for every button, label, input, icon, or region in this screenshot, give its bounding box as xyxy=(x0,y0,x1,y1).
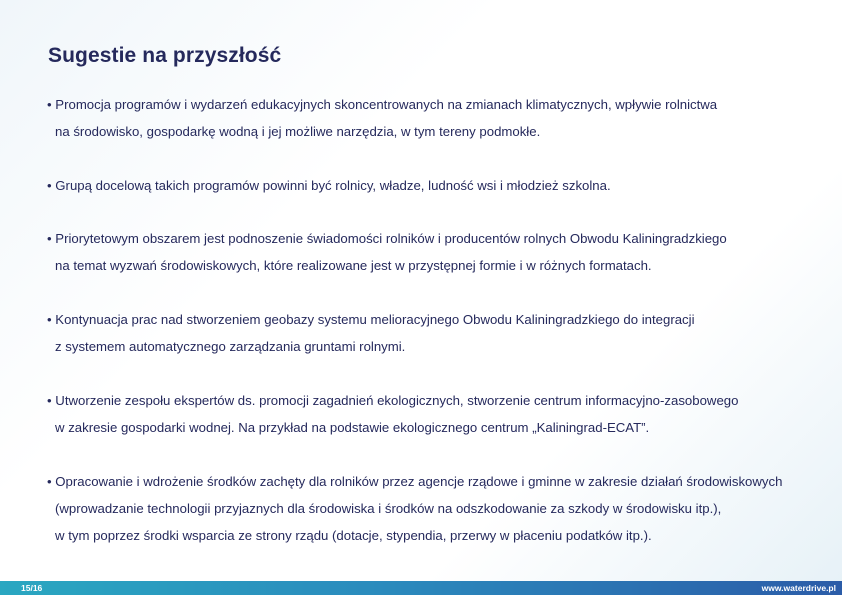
bullet-marker: • xyxy=(47,97,52,112)
bullet-marker: • xyxy=(47,178,52,193)
bullet-line: • Priorytetowym obszarem jest podnoszenie świadomości rolników i producentów rolnych Obwodu Kaliningradzkiego xyxy=(47,231,727,246)
list-item xyxy=(47,306,837,360)
bullet-line: na temat wyzwań środowiskowych, które realizowane jest w przystępnej formie i w różnych formatach. xyxy=(55,258,652,273)
page-title: Sugestie na przyszłość xyxy=(48,44,282,67)
page-number: 15/16 xyxy=(21,583,43,593)
list-item xyxy=(47,387,837,441)
website-link[interactable]: www.waterdrive.pl xyxy=(761,583,836,593)
list-item xyxy=(47,172,837,199)
bullet-line: • Opracowanie i wdrożenie środków zachęty dla rolników przez agencje rządowe i gminne w zakresie działań środowiskowych xyxy=(47,474,783,489)
bullet-line: w tym poprzez środki wsparcia ze strony rządu (dotacje, stypendia, przerwy w płaceniu podatków itp.). xyxy=(55,528,652,543)
list-item xyxy=(47,91,837,145)
bullet-line: z systemem automatycznego zarządzania gruntami rolnymi. xyxy=(55,339,406,354)
bullet-line: w zakresie gospodarki wodnej. Na przykład na podstawie ekologicznego centrum „Kaliningrad-ECAT”. xyxy=(55,420,650,435)
footer-bar xyxy=(0,581,842,595)
list-item xyxy=(47,225,837,279)
bullet-marker: • xyxy=(47,312,52,327)
bullet-line: • Utworzenie zespołu ekspertów ds. promocji zagadnień ekologicznych, stworzenie centrum informacyjno-zasobowego xyxy=(47,393,739,408)
bullet-line: (wprowadzanie technologii przyjaznych dla środowiska i środków na odszkodowanie za szkody w środowisku itp.), xyxy=(55,501,722,516)
bullet-marker: • xyxy=(47,231,52,246)
bullet-marker: • xyxy=(47,393,52,408)
bullet-line: na środowisko, gospodarkę wodną i jej możliwe narzędzia, w tym tereny podmokłe. xyxy=(55,124,541,139)
bullet-line: • Promocja programów i wydarzeń edukacyjnych skoncentrowanych na zmianach klimatycznych, wpływie rolnictwa xyxy=(47,97,718,112)
list-item xyxy=(47,468,837,549)
bullet-line: • Kontynuacja prac nad stworzeniem geobazy systemu melioracyjnego Obwodu Kaliningradzkiego do integracji xyxy=(47,312,695,327)
bullet-marker: • xyxy=(47,474,52,489)
bullet-line: • Grupą docelową takich programów powinni być rolnicy, władze, ludność wsi i młodzież szkolna. xyxy=(47,178,611,193)
